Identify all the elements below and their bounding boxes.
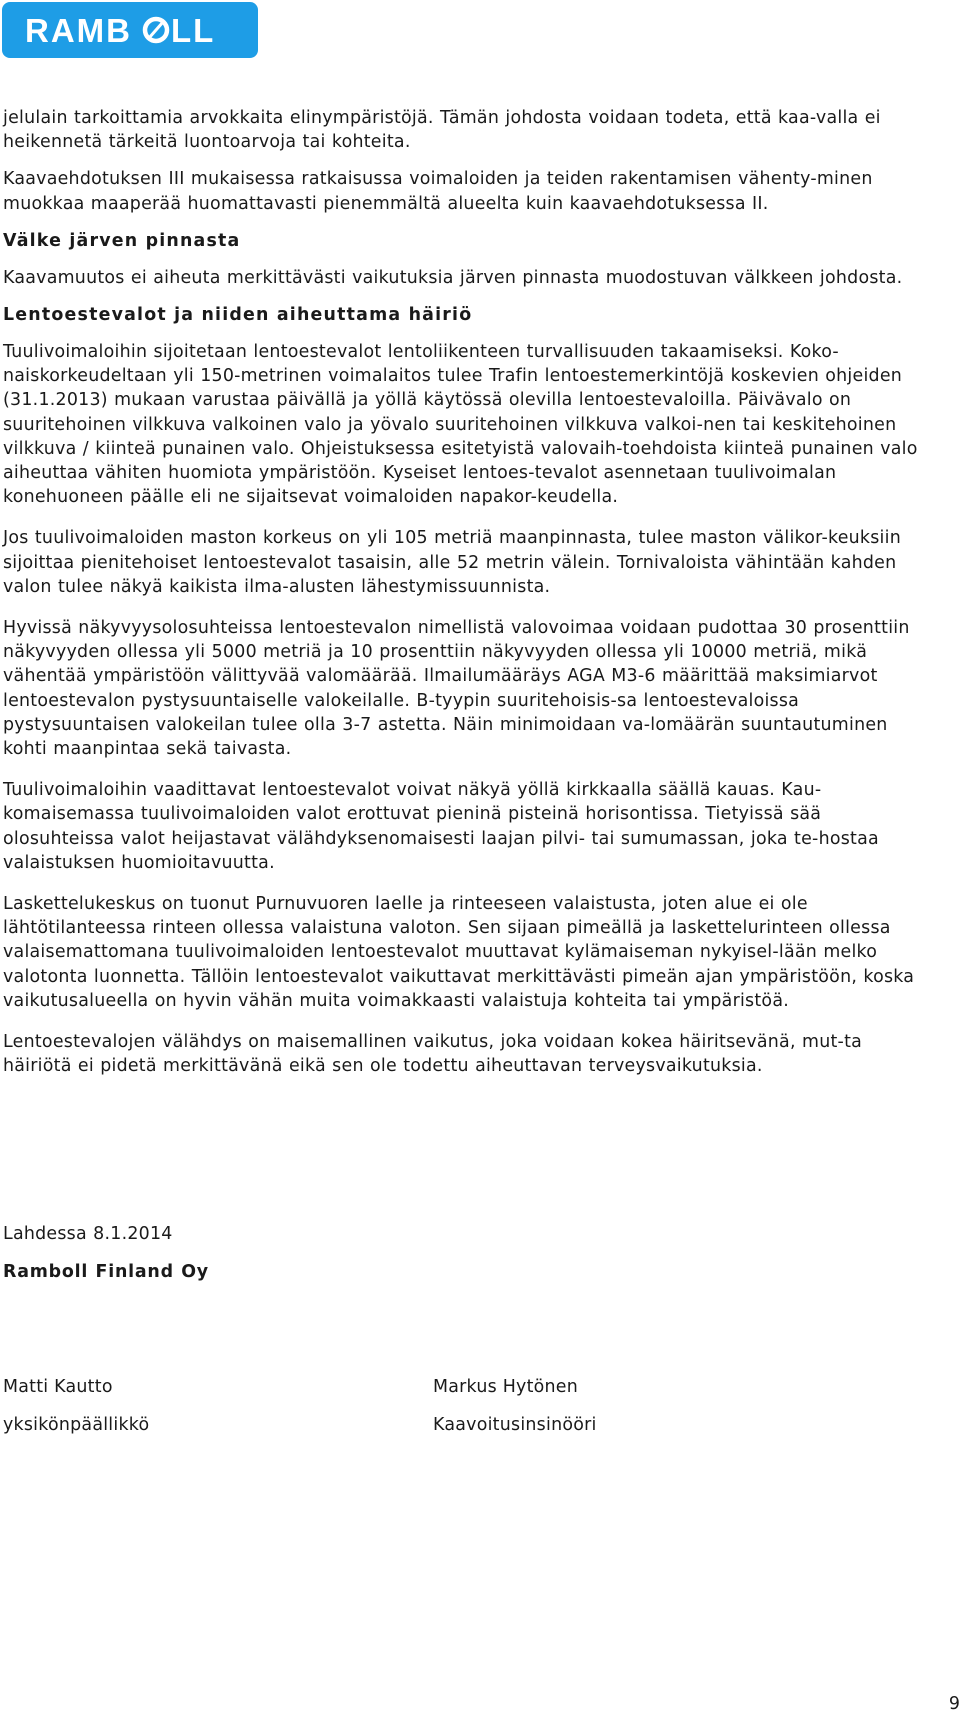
signer-titles	[3, 1413, 923, 1439]
place-date: Lahdessa 8.1.2014	[3, 1224, 173, 1244]
page-number: 9	[948, 1694, 960, 1714]
company-name: Ramboll Finland Oy	[3, 1262, 209, 1283]
signer-names	[3, 1375, 923, 1401]
section-heading-lentoestevalot: Lentoestevalot ja niiden aiheuttama häiriö	[3, 305, 473, 326]
signer2-title: Kaavoitusinsinööri	[433, 1415, 597, 1435]
logo-wordmark	[25, 15, 235, 45]
paragraph: Kaavaehdotuksen III mukaisessa ratkaisussa voimaloiden ja teiden rakentamisen vähenty-minen muokkaa maaperää huomattavasti pienemmältä alueelta kuin kaavaehdotuksessa II.	[3, 169, 873, 214]
paragraph: Laskettelukeskus on tuonut Purnuvuoren laelle ja rinteeseen valaistusta, joten alue ei ole lähtötilanteessa rinteen ollessa valaistuna valoton. Sen sijaan pimeällä ja laskettelurinteen ollessa valaisemattomana tuulivoimaloiden lentoestevalot muuttavat kylämaiseman nykyisel-lään melko valotonta luonnetta. Tällöin lentoestevalot vaikuttavat merkittävästi pimeän ajan ympäristöön, koska vaikutusalueella on hyvin vähän muita voimakkaasti valaistuja kohteita tai ympäristöä.	[3, 894, 915, 1011]
signer1-name: Matti Kautto	[3, 1377, 113, 1397]
ramboll-logo	[2, 2, 258, 58]
section-heading-valke: Välke järven pinnasta	[3, 230, 241, 251]
paragraph: jelulain tarkoittamia arvokkaita elinympäristöjä. Tämän johdosta voidaan todeta, että kaa-valla ei heikennetä tärkeitä luontoarvoja tai kohteita.	[3, 108, 881, 153]
paragraph: Hyvissä näkyvyysolosuhteissa lentoestevalon nimellistä valovoimaa voidaan pudottaa 30 prosenttiin näkyvyyden ollessa yli 5000 metriä ja 10 prosenttiin näkyvyyden ollessa yli 10000 metriä, mikä vähentää ympäristöön välittyvää valomäärää. Ilmailumääräys AGA M3-6 määrittää maksimiarvot lentoestevalon pystysuuntaiselle valokeilalle. B-tyypin suuritehoisis-sa lentoestevaloissa pystysuuntaisen valokeilan tulee olla 3-7 astetta. Näin minimoidaan va-lomäärän suuntautuminen kohti maanpintaa sekä taivasta.	[3, 618, 910, 760]
signer2-name: Markus Hytönen	[433, 1377, 579, 1397]
document-body	[3, 106, 923, 1079]
svg-text:LL: LL	[171, 15, 216, 45]
svg-text:RAMB: RAMB	[25, 15, 132, 45]
paragraph: Tuulivoimaloihin vaadittavat lentoestevalot voivat näkyä yöllä kirkkaalla säällä kauas. Kau-komaisemassa tuulivoimaloiden valot erottuvat pieninä pisteinä horisontissa. Tietyissä sää olosuhteissa valot heijastavat välähdyksenomaisesti laajan pilvi- tai sumumassan, joka te-hostaa valaistuksen huomioitavuutta.	[3, 780, 879, 873]
signer1-title: yksikönpäällikkö	[3, 1415, 150, 1435]
paragraph: Lentoestevalojen välähdys on maisemallinen vaikutus, joka voidaan kokea häiritsevänä, mut-ta häiriötä ei pidetä merkittävänä eikä sen ole todettu aiheuttavan terveysvaikutuksia.	[3, 1032, 863, 1077]
paragraph: Tuulivoimaloihin sijoitetaan lentoestevalot lentoliikenteen turvallisuuden takaamiseksi. Koko-naiskorkeudeltaan yli 150-metrinen voimalaitos tulee Trafin lentoestemerkintöjä koskevien ohjeiden (31.1.2013) mukaan varustaa päivällä ja yöllä käytössä olevilla lentoestevaloilla. Päivävalo on suuritehoinen vilkkuva valkoinen valo ja yövalo suuritehoinen vilkkuva valkoi-nen tai keskitehoinen vilkkuva / kiinteä punainen valo. Ohjeistuksessa esitetyistä valovaih-toehdoista kiinteä punainen valo aiheuttaa vähiten huomiota ympäristöön. Kyseiset lentoes-tevalot asennetaan tuulivoimalan konehuoneen päälle eli ne sijaitsevat voimaloiden napakor-keudella.	[3, 342, 918, 508]
paragraph: Kaavamuutos ei aiheuta merkittävästi vaikutuksia järven pinnasta muodostuvan välkkeen johdosta.	[3, 267, 903, 288]
paragraph: Jos tuulivoimaloiden maston korkeus on yli 105 metriä maanpinnasta, tulee maston välikor-keuksiin sijoittaa pienitehoiset lentoestevalot tasaisin, alle 52 metrin välein. Tornivaloista vähintään kahden valon tulee näkyä kaikista ilma-alusten lähestymissuunnista.	[3, 528, 901, 597]
signature-block	[3, 1222, 923, 1284]
